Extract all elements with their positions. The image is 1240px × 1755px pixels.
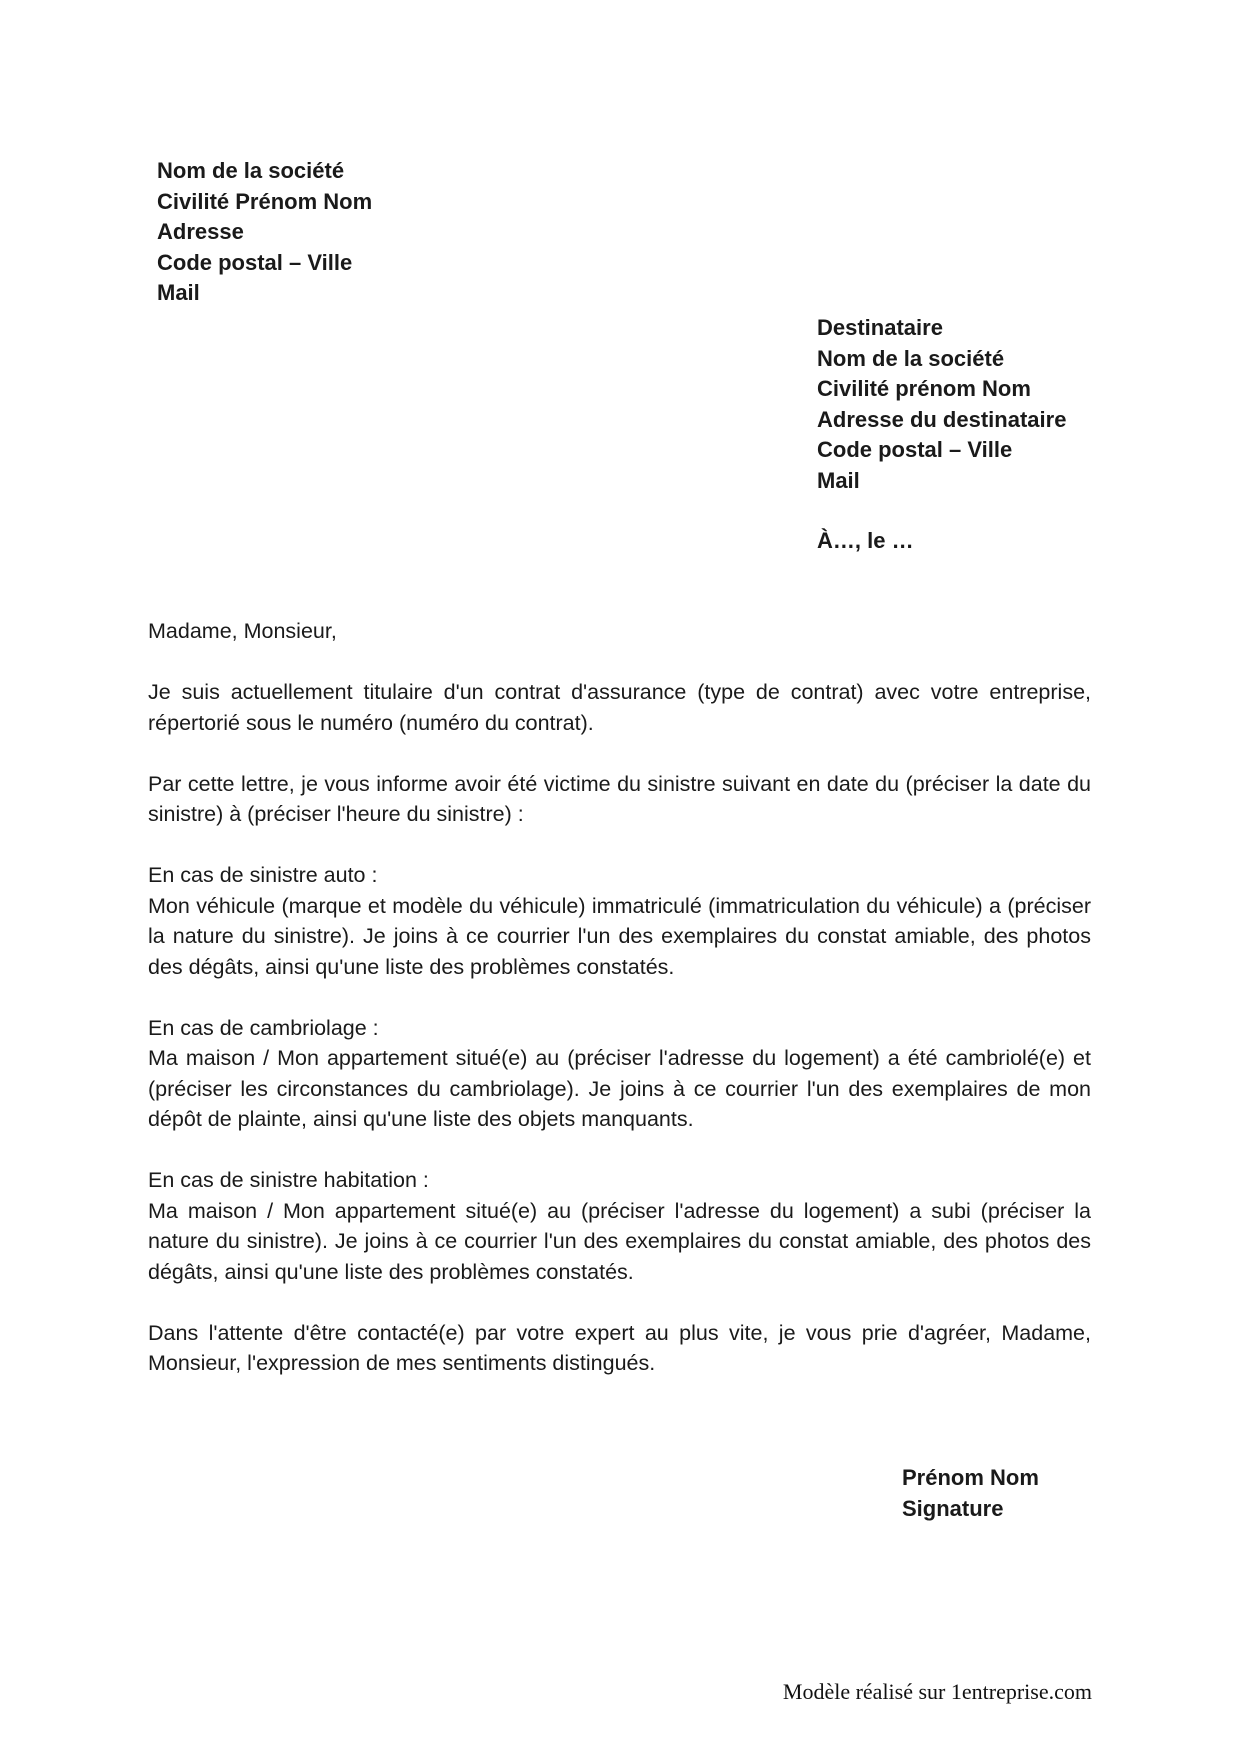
place-date: À…, le … <box>817 528 914 553</box>
sender-address: Adresse <box>157 219 244 244</box>
closing-paragraph: Dans l'attente d'être contacté(e) par votre expert au plus vite, je vous prie d'agréer, Madame, Monsieur, l'expression de mes sentiments distingués. <box>148 1320 1091 1375</box>
salutation: Madame, Monsieur, <box>148 619 337 643</box>
recipient-address: Adresse du destinataire <box>817 406 1067 432</box>
recipient-label: Destinataire <box>817 315 943 340</box>
intro-paragraph: Je suis actuellement titulaire d'un contrat d'assurance (type de contrat) avec votre entreprise, répertorié sous le numéro (numéro du contrat). <box>148 680 1091 735</box>
signature-label: Signature <box>902 1495 1004 1521</box>
sender-name: Civilité Prénom Nom <box>157 188 373 214</box>
recipient-mail: Mail <box>817 467 860 493</box>
declaration-paragraph: Par cette lettre, je vous informe avoir été victime du sinistre suivant en date du (préciser la date du sinistre) à (préciser l'heure du sinistre) : <box>148 771 1091 826</box>
letter-body <box>148 616 1091 1409</box>
burglary-section-text: Ma maison / Mon appartement situé(e) au (préciser l'adresse du logement) a été cambriolé(e) et (préciser les circonstances du cambriolage). Je joins à ce courrier l'un des exemplaires de mon dépôt de plainte, ainsi qu'une liste des objets manquants. <box>148 1046 1091 1131</box>
signature-block <box>902 1463 1039 1524</box>
sender-mail: Mail <box>157 280 200 305</box>
auto-section-text: Mon véhicule (marque et modèle du véhicule) immatriculé (immatriculation du véhicule) a (préciser la nature du sinistre). Je joins à ce courrier l'un des exemplaires du constat amiable, des photos des dégâts, ainsi qu'une liste des problèmes constatés. <box>148 893 1091 979</box>
sender-city: Code postal – Ville <box>157 249 353 275</box>
recipient-company: Nom de la société <box>817 345 1005 371</box>
auto-section-title: En cas de sinistre auto : <box>148 863 378 887</box>
home-section-text: Ma maison / Mon appartement situé(e) au (préciser l'adresse du logement) a subi (préciser la nature du sinistre). Je joins à ce courrier l'un des exemplaires du constat amiable, des photos des dégâts, ainsi qu'une liste des problèmes constatés. <box>148 1198 1091 1284</box>
burglary-section <box>148 1013 1091 1135</box>
recipient-block <box>817 313 1066 496</box>
home-section-title: En cas de sinistre habitation : <box>148 1168 429 1192</box>
burglary-section-title: En cas de cambriolage : <box>148 1015 379 1040</box>
recipient-name: Civilité prénom Nom <box>817 376 1031 401</box>
sender-block <box>157 156 372 309</box>
sender-company: Nom de la société <box>157 158 345 183</box>
auto-section <box>148 860 1091 982</box>
footer-credit: Modèle réalisé sur 1entreprise.com <box>782 1679 1092 1704</box>
recipient-city: Code postal – Ville <box>817 437 1013 462</box>
home-section <box>148 1165 1091 1287</box>
signature-name: Prénom Nom <box>902 1465 1039 1490</box>
